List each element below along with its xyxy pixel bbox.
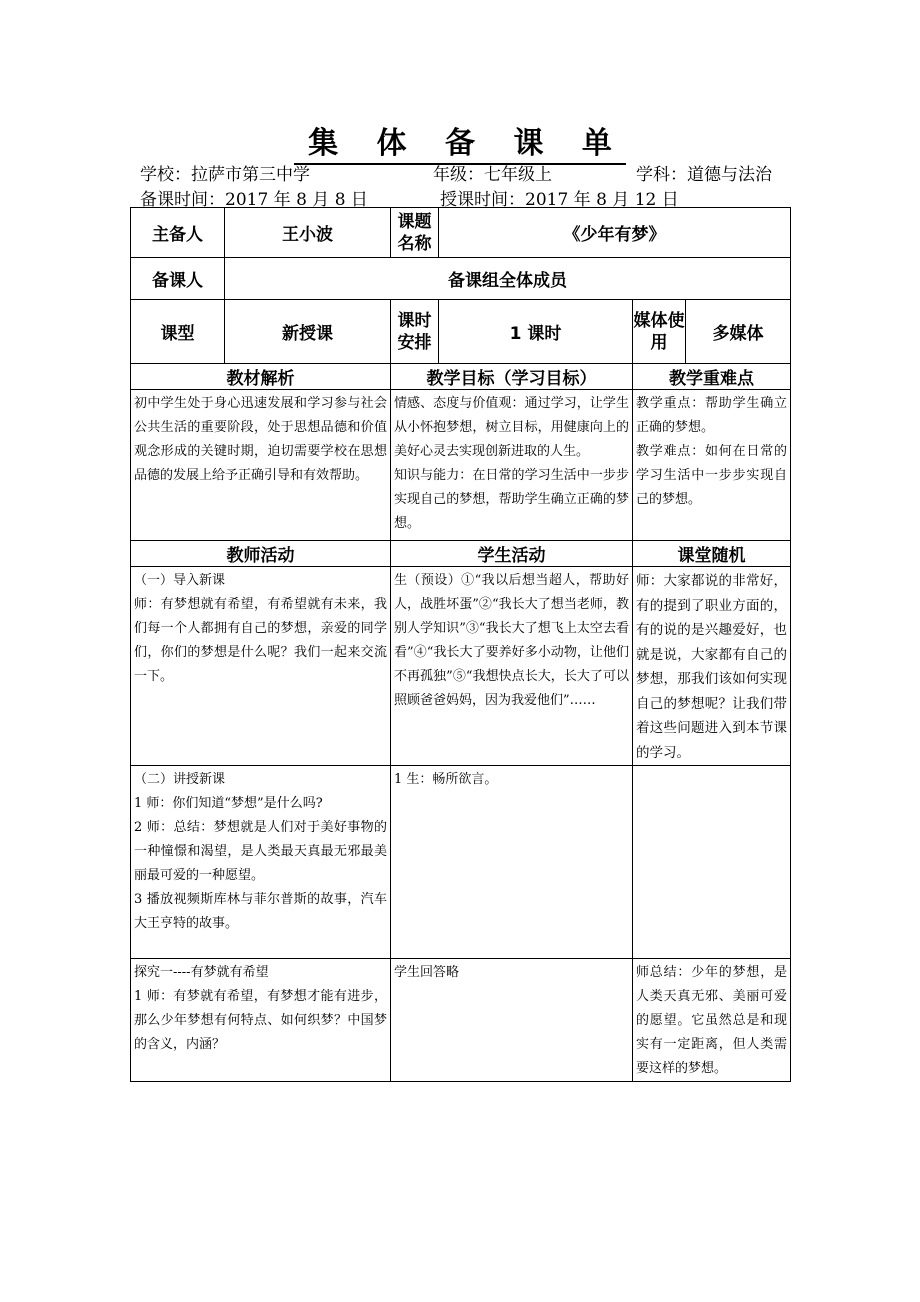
grade-label: 年级：七年级上 — [433, 165, 552, 185]
lesson-type-value: 新授课 — [225, 300, 391, 364]
preparers-value: 备课组全体成员 — [225, 258, 791, 300]
goals-text: 情感、态度与价值观：通过学习，让学生从小怀抱梦想，树立目标，用健康向上的美好心灵去实现创新进取的人生。 知识与能力：在日常的学习生活中一步步实现自己的梦想，帮助学生确立正确的梦想。 — [391, 390, 633, 541]
subject-label: 学科：道德与法治 — [636, 165, 772, 185]
classroom-notes-cell — [633, 766, 791, 959]
hours-label: 课时安排 — [391, 300, 439, 364]
teacher-activity-cell: 探究一----有梦就有希望 1 师：有梦就有希望，有梦想才能有进步，那么少年梦想有何特点、如何织梦？中国梦的含义，内涵？ — [131, 959, 391, 1082]
lead-teacher-label: 主备人 — [131, 208, 225, 258]
student-activity-cell: 学生回答略 — [391, 959, 633, 1082]
classroom-notes-cell: 师总结：少年的梦想，是人类天真无邪、美丽可爱的愿望。它虽然总是和现实有一定距离，但人类需要这样的梦想。 — [633, 959, 791, 1082]
teacher-activity-heading: 教师活动 — [131, 541, 391, 567]
media-label: 媒体使用 — [633, 300, 686, 364]
lesson-type-label: 课型 — [131, 300, 225, 364]
student-activity-cell: 生（预设）①“我以后想当超人，帮助好人，战胜坏蛋”②“我长大了想当老师，教别人学知识”③“我长大了想飞上太空去看看”④“我长大了要养好多小动物，让他们不再孤独”⑤“我想快点长大，长大了可以照顾爸爸妈妈，因为我爱他们”…… — [391, 567, 633, 766]
student-activity-cell: 1 生：畅所欲言。 — [391, 766, 633, 959]
school-label: 学校：拉萨市第三中学 — [140, 165, 310, 185]
teacher-activity-cell: （二）讲授新课 1 师：你们知道“梦想”是什么吗? 2 师：总结：梦想就是人们对于美好事物的一种憧憬和渴望，是人类最天真最无邪最美丽最可爱的一种愿望。 3 播放视频斯库林与菲尔普斯的故事，汽车大王亨特的故事。 — [131, 766, 391, 959]
goals-heading: 教学目标（学习目标） — [391, 364, 633, 390]
analysis-heading: 教材解析 — [131, 364, 391, 390]
preparers-label: 备课人 — [131, 258, 225, 300]
topic-label: 课题名称 — [391, 208, 439, 258]
teacher-activity-cell: （一）导入新课 师：有梦想就有希望，有希望就有未来，我们每一个人都拥有自己的梦想，亲爱的同学们，你们的梦想是什么呢？我们一起来交流一下。 — [131, 567, 391, 766]
prep-time-label: 备课时间：2017 年 8 月 8 日 — [140, 190, 368, 210]
analysis-text: 初中学生处于身心迅速发展和学习参与社会公共生活的重要阶段，处于思想品德和价值观念形成的关键时期，迫切需要学校在思想品德的发展上给予正确引导和有效帮助。 — [131, 390, 391, 541]
media-value: 多媒体 — [686, 300, 791, 364]
topic-value: 《少年有梦》 — [439, 208, 791, 258]
teach-time-label: 授课时间：2017 年 8 月 12 日 — [440, 190, 679, 210]
document-title: 集 体 备 课 单 — [0, 118, 920, 162]
student-activity-heading: 学生活动 — [391, 541, 633, 567]
key-points-heading: 教学重难点 — [633, 364, 791, 390]
classroom-notes-heading: 课堂随机 — [633, 541, 791, 567]
lesson-plan-table — [130, 207, 791, 1082]
lead-teacher-value: 王小波 — [225, 208, 391, 258]
hours-value: 1 课时 — [439, 300, 633, 364]
key-points-text: 教学重点：帮助学生确立正确的梦想。 教学难点：如何在日常的学习生活中一步步实现自己的梦想。 — [633, 390, 791, 541]
classroom-notes-cell: 师：大家都说的非常好，有的提到了职业方面的，有的说的是兴趣爱好，也就是说，大家都有自己的梦想，那我们该如何实现自己的梦想呢？让我们带着这些问题进入到本节课的学习。 — [633, 567, 791, 766]
